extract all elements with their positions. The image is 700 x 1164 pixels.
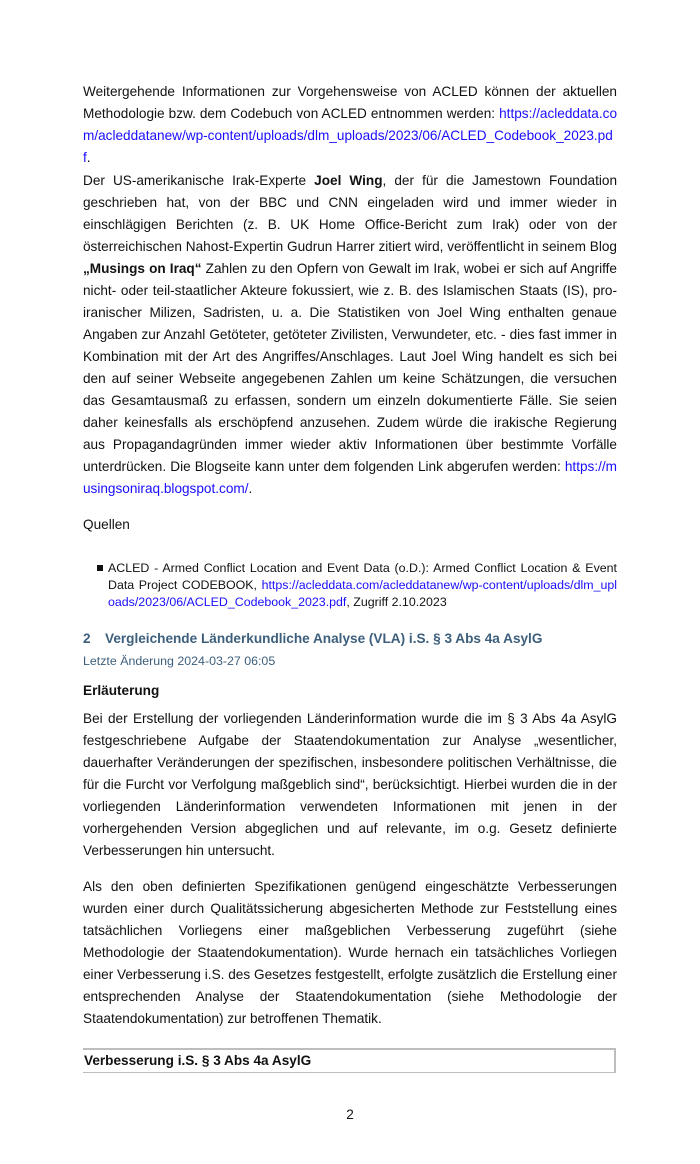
- source-list-item: ACLED - Armed Conflict Location and Event Data (o.D.): Armed Conflict Location & Event Data Project CODEBOOK, https://acleddata.com/acleddatanew/wp-content/uploads/dlm_uploads/2023/06/ACLED_Codebook_2023.pdf, Zugriff 2.10.2023: [97, 560, 617, 611]
- explanation-heading: Erläuterung: [83, 683, 160, 698]
- sources-label: Quellen: [83, 517, 130, 532]
- paragraph-acled-methodology: Weitergehende Informationen zur Vorgehensweise von ACLED können der aktuellen Methodologie bzw. dem Codebuch von ACLED entnommen werden: https://acleddata.com/acleddatanew/wp-content/uploads/dlm_uploads/2023/06/ACLED_Codebook_2023.pdf.: [83, 84, 617, 165]
- paragraph-explanation-1: Bei der Erstellung der vorliegenden Länderinformation wurde die im § 3 Abs 4a AsylG festgeschriebene Aufgabe der Staatendokumentation zur Analyse „wesentlicher, dauerhafter Veränderungen der spezifischen, insbesondere politischen Verhältnisse, die für die Furcht vor Verfolgung maßgeblich sind“, berücksichtigt. Hierbei wurden die in der vorliegenden Länderinformation verwendeten Informationen mit jenen in der vorhergehenden Version abgeglichen und auf relevante, im o.g. Gesetz definierte Verbesserungen hin untersucht.: [83, 711, 617, 858]
- table-header: Verbesserung i.S. § 3 Abs 4a AsylG: [83, 1048, 616, 1073]
- acled-codebook-link[interactable]: https://acleddata.com/acleddatanew/wp-content/uploads/dlm_uploads/2023/06/ACLED_Codebook_2023.pdf: [83, 106, 617, 165]
- last-change: Letzte Änderung 2024-03-27 06:05: [83, 654, 276, 668]
- bullet-square-icon: [97, 565, 103, 571]
- page-number: 2: [346, 1107, 354, 1122]
- section-heading: 2 Vergleichende Länderkundliche Analyse (VLA) i.S. § 3 Abs 4a AsylG: [83, 631, 543, 646]
- paragraph-explanation-2: Als den oben definierten Spezifikationen genügend eingeschätzte Verbesserungen wurden einer durch Qualitätssicherung abgesicherten Methode zur Feststellung eines tatsächlichen Vorliegens einer maßgeblichen Verbesserung zugeführt (siehe Methodologie der Staatendokumentation). Wurde hernach ein tatsächliches Vorliegen einer Verbesserung i.S. des Gesetzes festgestellt, erfolgte zusätzlich die Erstellung einer entsprechenden Analyse der Staatendokumentation (siehe Methodologie der Staatendokumentation) zur betroffenen Thematik.: [83, 879, 617, 1026]
- source-codebook-link[interactable]: https://acleddata.com/acleddatanew/wp-content/uploads/dlm_uploads/2023/06/ACLED_Codebook_2023.pdf: [108, 578, 617, 609]
- musings-on-iraq-link[interactable]: https://musingsoniraq.blogspot.com/: [83, 459, 617, 496]
- paragraph-joel-wing: Der US-amerikanische Irak-Experte Joel Wing, der für die Jamestown Foundation geschrieben hat, von der BBC und CNN eingeladen wird und immer wieder in einschlägigen Berichten (z. B. UK Home Office-Bericht zum Irak) oder von der österreichischen Nahost-Expertin Gudrun Harrer zitiert wird, veröffentlicht in seinem Blog „Musings on Iraq“ Zahlen zu den Opfern von Gewalt im Irak, wobei er sich auf Angriffe nicht- oder teil-staatlicher Akteure fokussiert, wie z. B. des Islamischen Staats (IS), pro-iranischer Milizen, Sadristen, u. a. Die Statistiken von Joel Wing enthalten genaue Angaben zur Anzahl Getöteter, getöteter Zivilisten, Verwundeter, etc. - dies fast immer in Kombination mit der Art des Angriffes/Anschlages. Laut Joel Wing handelt es sich bei den auf seiner Webseite angegebenen Zahlen um keine Schätzungen, die versuchen das Gesamtausmaß zu erfassen, sondern um einzeln dokumentierte Fälle. Sie seien daher keinesfalls als erschöpfend anzusehen. Zudem würde die irakische Regierung aus Propagandagründen immer wieder aktiv Informationen über bestimmte Vorfälle unterdrücken. Die Blogseite kann unter dem folgenden Link abgerufen werden: https://musingsoniraq.blogspot.com/.: [83, 173, 618, 496]
